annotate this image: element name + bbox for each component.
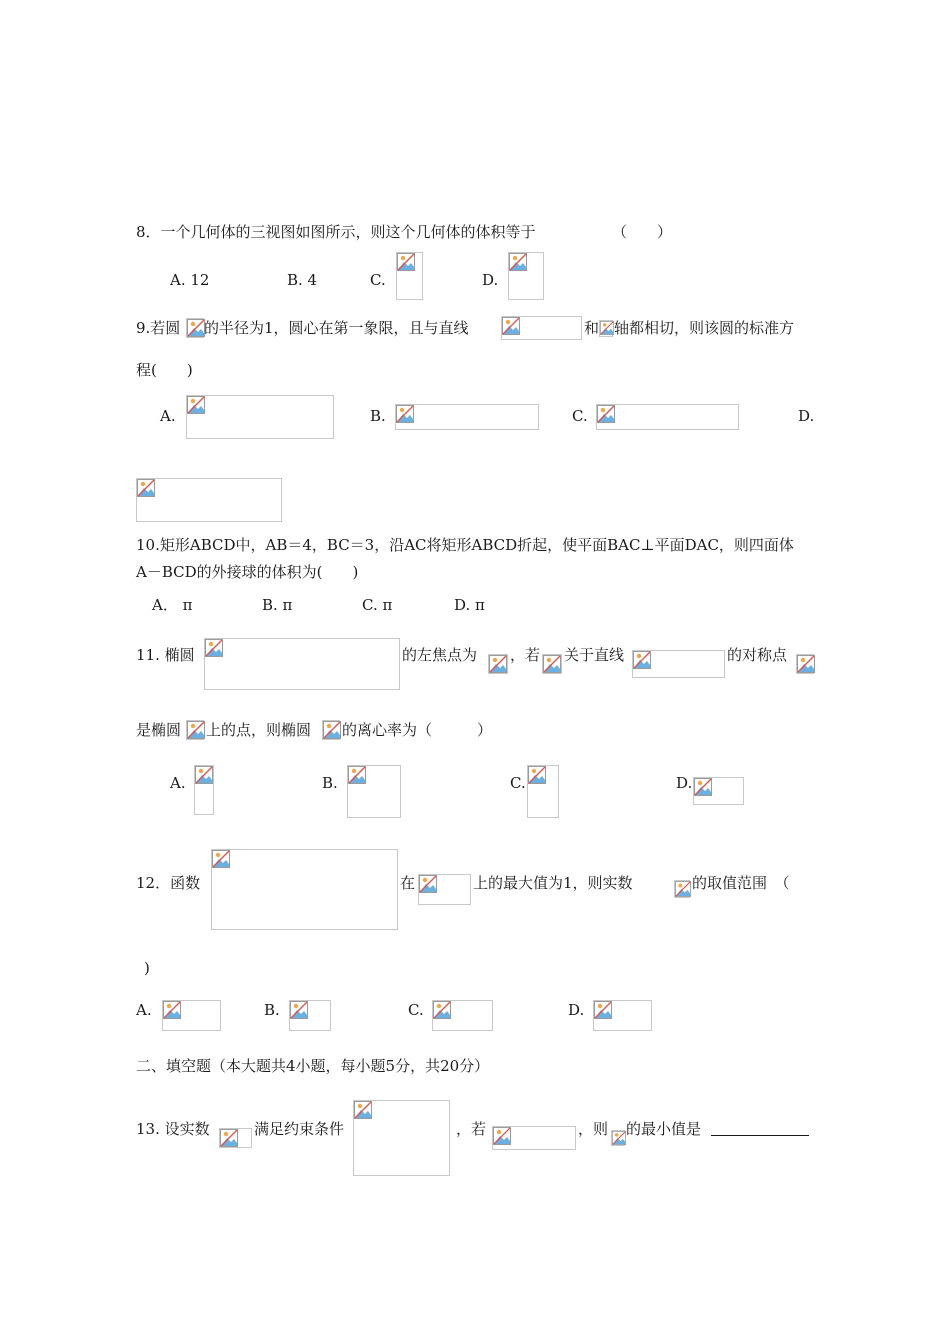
broken-image-icon (543, 655, 561, 673)
broken-image-icon (212, 850, 230, 868)
q9-option-a: A. (160, 407, 176, 425)
q11-ellipse-image (204, 638, 400, 690)
q13-answer-blank[interactable] (711, 1135, 809, 1136)
q13-text-3: ，若 (456, 1120, 487, 1138)
broken-image-icon (675, 881, 691, 897)
q8-paren: （ ） (612, 223, 673, 241)
broken-image-icon (348, 766, 366, 784)
q11-option-d-image (693, 777, 744, 805)
q12-option-c: C. (408, 1001, 424, 1019)
q8-option-c: C. (370, 271, 386, 289)
broken-image-icon (502, 317, 520, 335)
q13-text-1: 13. 设实数 (136, 1120, 210, 1138)
q11-option-d: D. (676, 774, 693, 792)
q11-text-2: 的左焦点为 (402, 646, 478, 664)
broken-image-icon (220, 1129, 238, 1147)
q10-option-d: D. π (454, 596, 485, 614)
q11-line-image (632, 650, 725, 678)
q11-option-b: B. (322, 774, 338, 792)
q9-line-image (501, 316, 582, 340)
q9-option-c: C. (572, 407, 588, 425)
broken-image-icon (594, 1001, 612, 1019)
q12-text-2: 在 (400, 874, 416, 892)
q11-option-a: A. (170, 774, 186, 792)
q8-option-b: B. 4 (287, 271, 318, 289)
broken-image-icon (396, 405, 414, 423)
q13-text-4: ，则 (578, 1120, 609, 1138)
broken-image-icon (205, 639, 223, 657)
q11-ellipse-ref-image-1 (186, 720, 204, 740)
q12-option-d: D. (568, 1001, 585, 1019)
q11-point-image (542, 654, 562, 674)
q8-option-c-image (396, 252, 423, 300)
broken-image-icon (187, 396, 205, 414)
broken-image-icon (433, 1001, 451, 1019)
q12-option-a: A. (136, 1001, 152, 1019)
q9-option-b-image (395, 404, 539, 430)
q12-option-a-image (162, 1000, 221, 1031)
q12-function-image (211, 849, 398, 930)
q13-variables-image (219, 1128, 252, 1148)
q11-text-4: 关于直线 (564, 646, 625, 664)
broken-image-icon (187, 319, 205, 337)
broken-image-icon (187, 721, 205, 739)
broken-image-icon (137, 479, 155, 497)
q11-text-line2-a: 是椭圆 (136, 721, 182, 739)
q11-focus-image (488, 654, 508, 674)
q12-text-3: 上的最大值为1，则实数 (473, 874, 633, 892)
q13-condition-image (492, 1126, 576, 1150)
broken-image-icon (633, 651, 651, 669)
q10-text-line2: A－BCD的外接球的体积为( ) (136, 563, 359, 581)
q11-ellipse-ref-image-2 (322, 720, 340, 740)
q11-option-a-image (194, 765, 214, 815)
q12-option-b-image (289, 1000, 331, 1031)
q12-text-1: 12．函数 (136, 874, 201, 892)
q9-circle-image (186, 318, 204, 338)
q9-text-line2: 程( ) (136, 361, 193, 379)
q10-option-b: B. π (262, 596, 293, 614)
q9-option-c-image (596, 404, 739, 430)
q13-text-5: 的最小值是 (626, 1120, 702, 1138)
broken-image-icon (797, 655, 815, 673)
q8-stem: 8．一个几何体的三视图如图所示，则这个几何体的体积等于 (136, 223, 536, 241)
q9-option-d: D. (798, 407, 815, 425)
q9-text-4: 轴都相切，则该圆的标准方 (614, 319, 795, 337)
q11-symmetric-point-image (796, 654, 814, 674)
broken-image-icon (528, 766, 546, 784)
broken-image-icon (163, 1001, 181, 1019)
broken-image-icon (419, 875, 437, 893)
broken-image-icon (489, 655, 507, 673)
q9-option-d-image (136, 478, 282, 522)
q11-option-c-image (527, 765, 559, 818)
q11-text-5: 的对称点 (727, 646, 788, 664)
q11-text-3: ，若 (510, 646, 541, 664)
q9-text-3: 和 (584, 319, 600, 337)
q8-option-d: D. (482, 271, 499, 289)
section-heading: 二、填空题（本大题共4小题，每小题5分，共20分） (136, 1057, 490, 1075)
q13-target-image (611, 1130, 625, 1146)
q9-text-2: 的半径为1，圆心在第一象限，且与直线 (204, 319, 469, 337)
broken-image-icon (493, 1127, 511, 1145)
broken-image-icon (694, 778, 712, 796)
q10-text-line1: 10.矩形ABCD中，AB＝4，BC＝3，沿AC将矩形ABCD折起，使平面BAC⊥平面DAC，则四面体 (136, 536, 794, 554)
q11-text-line2-c: 的离心率为（ ） (342, 721, 493, 739)
q10-option-a: A． π (152, 596, 193, 614)
broken-image-icon (323, 721, 341, 739)
q9-option-a-image (186, 395, 334, 439)
q12-option-c-image (432, 1000, 493, 1031)
broken-image-icon (509, 253, 527, 271)
q12-text-4: 的取值范围 （ (692, 874, 790, 892)
q11-option-c: C. (510, 774, 526, 792)
q11-text-line2-b: 上的点，则椭圆 (206, 721, 312, 739)
q12-option-d-image (593, 1000, 652, 1031)
q13-text-2: 满足约束条件 (254, 1120, 345, 1138)
q11-option-b-image (347, 765, 401, 818)
broken-image-icon (354, 1101, 372, 1119)
q8-option-d-image (508, 252, 544, 300)
q12-option-b: B. (264, 1001, 280, 1019)
q8-option-a: A. 12 (170, 271, 210, 289)
q12-interval-image (418, 874, 471, 905)
q9-option-b: B. (370, 407, 386, 425)
q12-variable-image (674, 880, 690, 898)
broken-image-icon (397, 253, 415, 271)
broken-image-icon (195, 766, 213, 784)
q9-axis-image (599, 320, 613, 337)
q10-option-c: C. π (362, 596, 393, 614)
broken-image-icon (290, 1001, 308, 1019)
broken-image-icon (600, 321, 614, 335)
broken-image-icon (597, 405, 615, 423)
q11-text-1: 11. 椭圆 (136, 646, 195, 664)
broken-image-icon (612, 1131, 626, 1145)
q9-text-1: 9.若圆 (136, 319, 181, 337)
q12-text-line2: ) (144, 959, 150, 977)
q13-constraints-image (353, 1100, 450, 1176)
